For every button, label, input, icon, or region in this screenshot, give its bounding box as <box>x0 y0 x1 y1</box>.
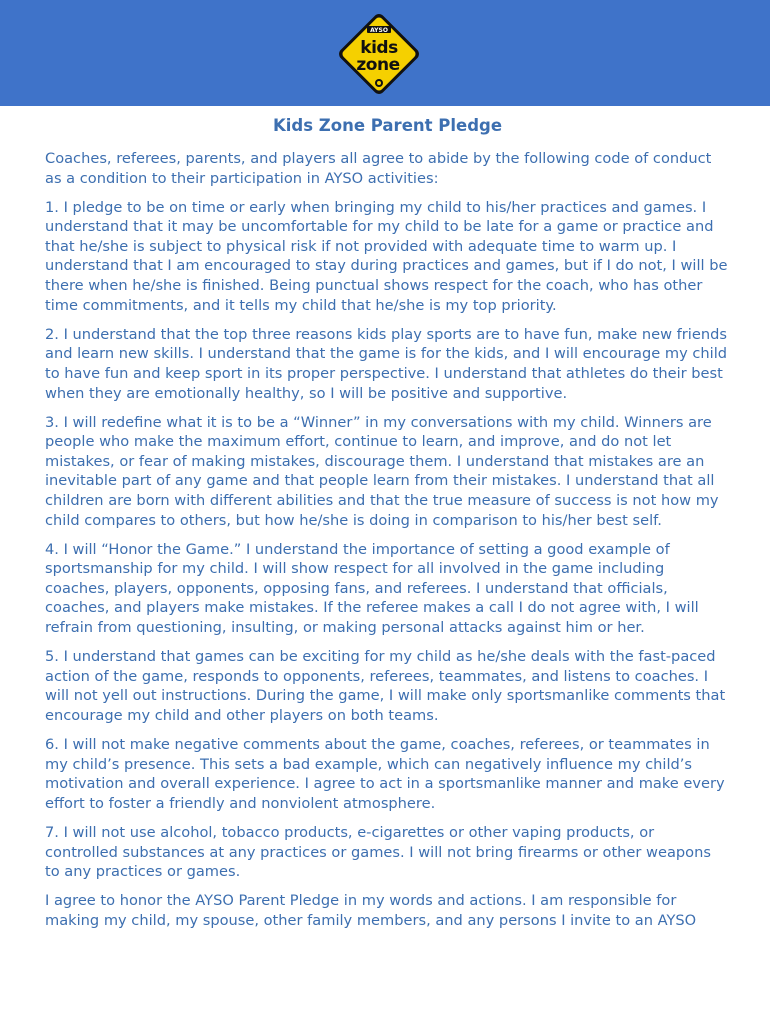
pledge-item-6: 6. I will not make negative comments about the game, coaches, referees, or teammates in my child’s presence. This sets a bad example, which can negatively influence my child’s motivation and overall experience. I agree to act in a sportsmanlike manner and make every effort to foster a friendly and nonviolent atmosphere. <box>45 736 725 812</box>
page-title: Kids Zone Parent Pledge <box>272 116 503 135</box>
pledge-document <box>45 114 730 940</box>
header-banner <box>0 0 770 106</box>
pledge-item-3: 3. I will redefine what it is to be a “Winner” in my conversations with my child. Winners are people who make the maximum effort, continue to learn, and improve, and do not let mistakes, or fear of making mistakes, discourage them. I understand that mistakes are an inevitable part of any game and that people learn from their mistakes. I understand that all children are born with different abilities and that the true measure of success is not how my child compares to others, but how he/she is doing in comparison to his/her best self. <box>45 413 719 529</box>
pledge-item-7: 7. I will not use alcohol, tobacco products, e-cigarettes or other vaping products, or controlled substances at any practices or games. I will not bring firearms or other weapons to any practices or games. <box>45 823 711 881</box>
logo-top-text: AYSO <box>370 27 388 34</box>
pledge-item-2: 2. I understand that the top three reasons kids play sports are to have fun, make new friends and learn new skills. I understand that the game is for the kids, and I will encourage my child to have fun and keep sport in its proper perspective. I understand that athletes do their best when they are emotionally healthy, so I will be positive and supportive. <box>45 325 728 402</box>
pledge-item-1: 1. I pledge to be on time or early when bringing my child to his/her practices and games. I understand that it may be uncomfortable for my child to be late for a game or practice and that he/she is subject to physical risk if not provided with adequate time to warm up. I understand that I am encouraged to stay during practices and games, but if I do not, I will be there when he/she is finished. Being punctual shows respect for the coach, who has other time commitments, and it tells my child that he/she is my top priority. <box>45 198 728 314</box>
pledge-item-4: 4. I will “Honor the Game.” I understand the importance of setting a good example of sportsmanship for my child. I will show respect for all involved in the game including coaches, players, opponents, opposing fans, and referees. I understand that officials, coaches, and players make mistakes. If the referee makes a call I do not agree with, I will refrain from questioning, insulting, or making personal attacks against him or her. <box>45 540 699 637</box>
pledge-item-5: 5. I understand that games can be exciting for my child as he/she deals with the fast-paced action of the game, responds to opponents, referees, teammates, and listens to coaches. I will not yell out instructions. During the game, I will make only sportsmanlike comments that encourage my child and other players on both teams. <box>45 648 726 724</box>
logo-line2: zone <box>356 55 400 75</box>
closing-paragraph: I agree to honor the AYSO Parent Pledge in my words and actions. I am responsible for making my child, my spouse, other family members, and any persons I invite to an AYSO <box>45 892 697 929</box>
intro-paragraph: Coaches, referees, parents, and players all agree to abide by the following code of conduct as a condition to their participation in AYSO activities: <box>45 150 712 187</box>
ayso-kids-zone-logo <box>333 8 425 100</box>
logo-line1: kids <box>360 38 398 58</box>
